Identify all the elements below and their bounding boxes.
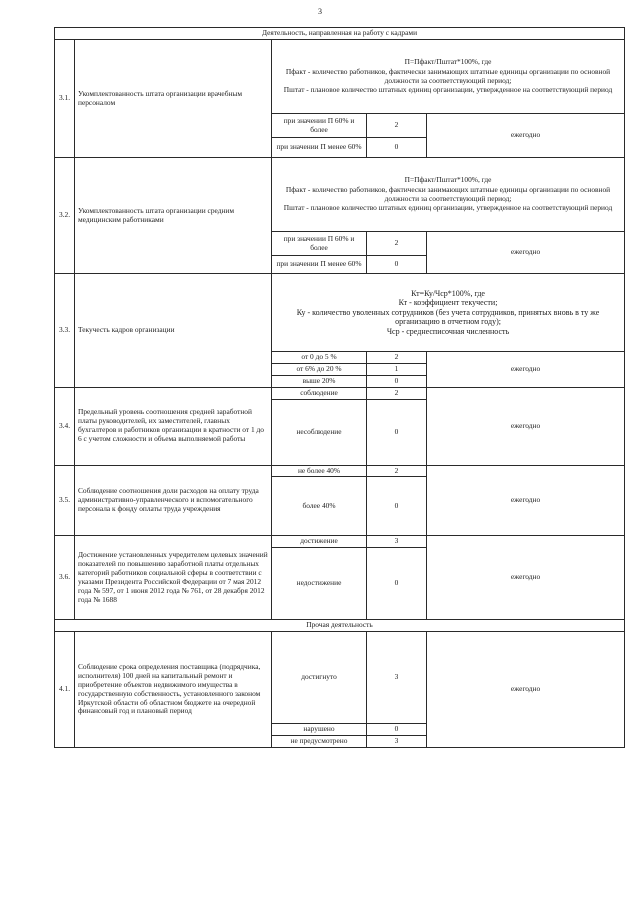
page-number: 3 — [318, 7, 322, 16]
formula-line: П=Пфакт/Пштат*100%, где — [404, 175, 492, 185]
condition: соблюдение — [272, 387, 367, 399]
indicator-name: Укомплектованность штата организации врачебным персоналом — [75, 40, 272, 158]
section-title-personnel: Деятельность, направленная на работу с кадрами — [55, 28, 625, 40]
condition: достигнуто — [272, 632, 367, 724]
formula-line: Ку - количество уволенных сотрудников (без учета сотрудников, принятых вновь в ту же организацию в отчетном году); — [296, 307, 600, 327]
section-title-other: Прочая деятельность — [55, 620, 625, 632]
period: ежегодно — [427, 232, 625, 274]
points: 0 — [367, 375, 427, 387]
points: 0 — [367, 724, 427, 736]
formula-cell — [272, 40, 625, 114]
indicator-name: Соблюдение соотношения доли расходов на оплату труда административно-управленческого и вспомогательного персонала к фонду оплаты труда учреждения — [75, 465, 272, 536]
row-number: 3.6. — [55, 536, 75, 620]
formula-line: Пфакт - количество работников, фактически занимающих штатные единицы организации по основной должности за соответствующий период; — [285, 185, 611, 203]
points: 3 — [367, 536, 427, 548]
indicator-name: Достижение установленных учредителем целевых значений показателей по повышению заработной платы отдельных категорий работников социальной сферы в соответствии с указами Президента Российской Федерации от 7 мая 2012 года № 597, от 1 июня 2012 года № 761, от 28 декабря 2012 года № 1688 — [75, 536, 272, 620]
condition: выше 20% — [272, 375, 367, 387]
points: 2 — [367, 352, 427, 364]
formula-cell — [272, 158, 625, 232]
condition: при значении П 60% и более — [272, 232, 367, 256]
condition: более 40% — [272, 477, 367, 536]
period: ежегодно — [427, 465, 625, 536]
row-number: 3.4. — [55, 387, 75, 465]
points: 0 — [367, 477, 427, 536]
condition: при значении П менее 60% — [272, 256, 367, 274]
points: 0 — [367, 256, 427, 274]
row-number: 3.2. — [55, 158, 75, 274]
period: ежегодно — [427, 632, 625, 748]
points: 2 — [367, 114, 427, 138]
row-number: 4.1. — [55, 632, 75, 748]
period: ежегодно — [427, 536, 625, 620]
condition: от 0 до 5 % — [272, 352, 367, 364]
formula-line: Пштат - плановое количество штатных единиц организации, утвержденное на соответствующий период — [283, 202, 613, 212]
condition: достижение — [272, 536, 367, 548]
period: ежегодно — [427, 387, 625, 465]
criteria-table — [54, 27, 625, 748]
formula-line: Кт - коэффициент текучести; — [398, 298, 498, 308]
indicator-name: Текучесть кадров организации — [75, 274, 272, 388]
points: 2 — [367, 465, 427, 477]
row-number: 3.1. — [55, 40, 75, 158]
period: ежегодно — [427, 352, 625, 388]
row-number: 3.5. — [55, 465, 75, 536]
points: 0 — [367, 548, 427, 620]
indicator-name: Предельный уровень соотношения средней заработной платы руководителей, их заместителей, главных бухгалтеров и работников организации в кратности от 1 до 6 с учетом сложности и объема выполняемой работы — [75, 387, 272, 465]
condition: при значении П менее 60% — [272, 138, 367, 158]
row-number: 3.3. — [55, 274, 75, 388]
points: 2 — [367, 387, 427, 399]
points: 2 — [367, 232, 427, 256]
period: ежегодно — [427, 114, 625, 158]
points: 0 — [367, 138, 427, 158]
formula-line: Кт=Ку/Чср*100%, где — [411, 288, 485, 298]
points: 0 — [367, 399, 427, 465]
condition: не более 40% — [272, 465, 367, 477]
condition: от 6% до 20 % — [272, 363, 367, 375]
condition: нарушено — [272, 724, 367, 736]
condition: недостижение — [272, 548, 367, 620]
condition: несоблюдение — [272, 399, 367, 465]
points: 3 — [367, 736, 427, 748]
condition: не предусмотрено — [272, 736, 367, 748]
formula-cell — [272, 274, 625, 352]
indicator-name: Укомплектованность штата организации средним медицинским работниками — [75, 158, 272, 274]
condition: при значении П 60% и более — [272, 114, 367, 138]
points: 3 — [367, 632, 427, 724]
formula-line: Пфакт - количество работников, фактически занимающих штатные единицы организации по основной должности за соответствующий период; — [285, 67, 611, 85]
points: 1 — [367, 363, 427, 375]
formula-line: П=Пфакт/Пштат*100%, где — [404, 57, 492, 67]
indicator-name: Соблюдение срока определения поставщика (подрядчика, исполнителя) 100 дней на капитальный ремонт и приобретение объектов недвижимого имущества в государственную собственность, установленного законом Иркутской области об областном бюджете на очередной финансовый год и плановый период — [75, 632, 272, 748]
formula-line: Пштат - плановое количество штатных единиц организации, утвержденное на соответствующий период — [283, 84, 613, 94]
formula-line: Чср - среднесписочная численность — [386, 326, 510, 336]
